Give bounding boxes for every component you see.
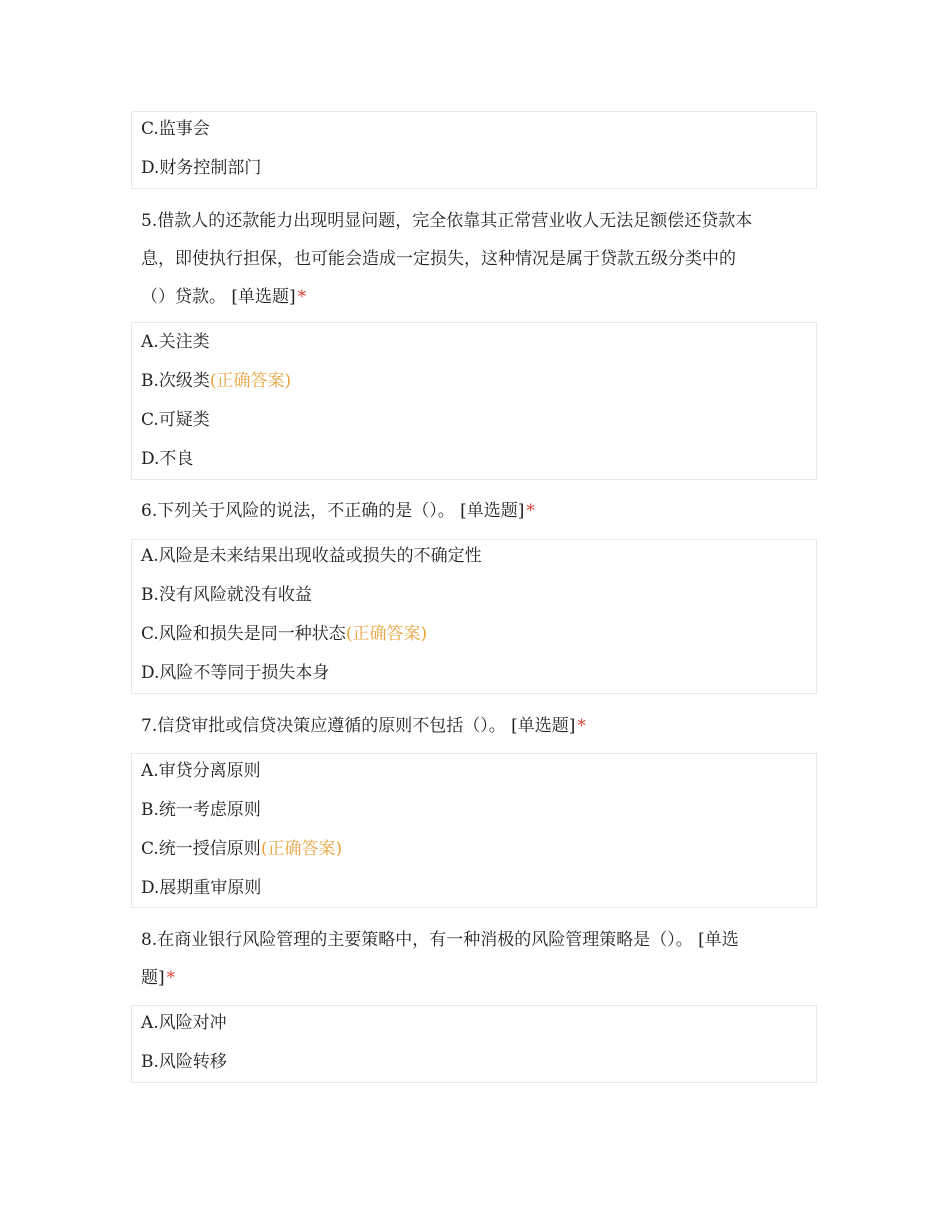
- option-q6-c[interactable]: [141, 623, 427, 645]
- question-text-line: 息，即使执行担保，也可能会造成一定损失，这种情况是属于贷款五级分类中的: [141, 249, 736, 269]
- option-q8-b[interactable]: [141, 1051, 227, 1073]
- question-text: 题]: [141, 968, 165, 988]
- option-q4-c[interactable]: [141, 118, 210, 140]
- option-text: D.展期重审原则: [141, 878, 262, 898]
- option-q5-b[interactable]: [141, 370, 291, 392]
- option-text: A.风险是未来结果出现收益或损失的不确定性: [141, 546, 482, 566]
- option-text: C.统一授信原则: [141, 839, 261, 859]
- question-text-line: [141, 959, 811, 997]
- option-q5-d[interactable]: [141, 448, 193, 470]
- option-q7-c[interactable]: [141, 838, 342, 860]
- option-q6-a[interactable]: [141, 545, 482, 567]
- question-text-line: [141, 707, 811, 745]
- option-text: D.财务控制部门: [141, 158, 262, 178]
- question-8: [141, 921, 811, 997]
- correct-answer-tag: (正确答案): [209, 371, 292, 391]
- correct-answer-tag: (正确答案): [260, 839, 343, 859]
- option-text: A.风险对冲: [141, 1013, 227, 1033]
- required-mark: *: [577, 716, 586, 736]
- option-text: A.关注类: [141, 332, 210, 352]
- options-box-q7: [131, 753, 817, 908]
- question-text: 7.信贷审批或信贷决策应遵循的原则不包括（）。 [单选题]: [141, 716, 576, 736]
- options-box-q8: [131, 1005, 817, 1083]
- option-q7-d[interactable]: [141, 877, 261, 899]
- option-text: C.监事会: [141, 119, 210, 139]
- option-q6-b[interactable]: [141, 584, 312, 606]
- required-mark: *: [526, 501, 535, 521]
- options-box-q6: [131, 539, 817, 694]
- option-text: B.没有风险就没有收益: [141, 585, 312, 605]
- option-text: D.风险不等同于损失本身: [141, 663, 330, 683]
- option-text: C.风险和损失是同一种状态: [141, 624, 346, 644]
- option-q4-d[interactable]: [141, 157, 261, 179]
- required-mark: *: [297, 287, 307, 307]
- option-text: C.可疑类: [141, 410, 210, 430]
- options-box-q4: [131, 111, 817, 189]
- option-q5-c[interactable]: [141, 409, 210, 431]
- required-mark: *: [166, 968, 176, 988]
- option-text: A.审贷分离原则: [141, 761, 261, 781]
- option-q7-b[interactable]: [141, 799, 261, 821]
- question-text-line: [141, 278, 811, 316]
- question-5: [141, 202, 811, 316]
- options-box-q5: [131, 322, 817, 480]
- question-7: [141, 707, 811, 745]
- question-6: [141, 492, 811, 530]
- question-text: 6.下列关于风险的说法，不正确的是（）。 [单选题]: [141, 501, 525, 521]
- question-text: （）贷款。 [单选题]: [141, 287, 296, 307]
- option-text: B.次级类: [141, 371, 210, 391]
- option-q5-a[interactable]: [141, 331, 210, 353]
- option-q6-d[interactable]: [141, 662, 329, 684]
- question-text-line: 5.借款人的还款能力出现明显问题，完全依靠其正常营业收人无法足额偿还贷款本: [141, 211, 753, 231]
- question-text-line: 8.在商业银行风险管理的主要策略中，有一种消极的风险管理策略是（）。 [单选: [141, 930, 739, 950]
- question-text-line: [141, 492, 811, 530]
- option-q8-a[interactable]: [141, 1012, 227, 1034]
- correct-answer-tag: (正确答案): [345, 624, 428, 644]
- option-q7-a[interactable]: [141, 760, 261, 782]
- option-text: B.风险转移: [141, 1052, 227, 1072]
- option-text: D.不良: [141, 449, 194, 469]
- option-text: B.统一考虑原则: [141, 800, 261, 820]
